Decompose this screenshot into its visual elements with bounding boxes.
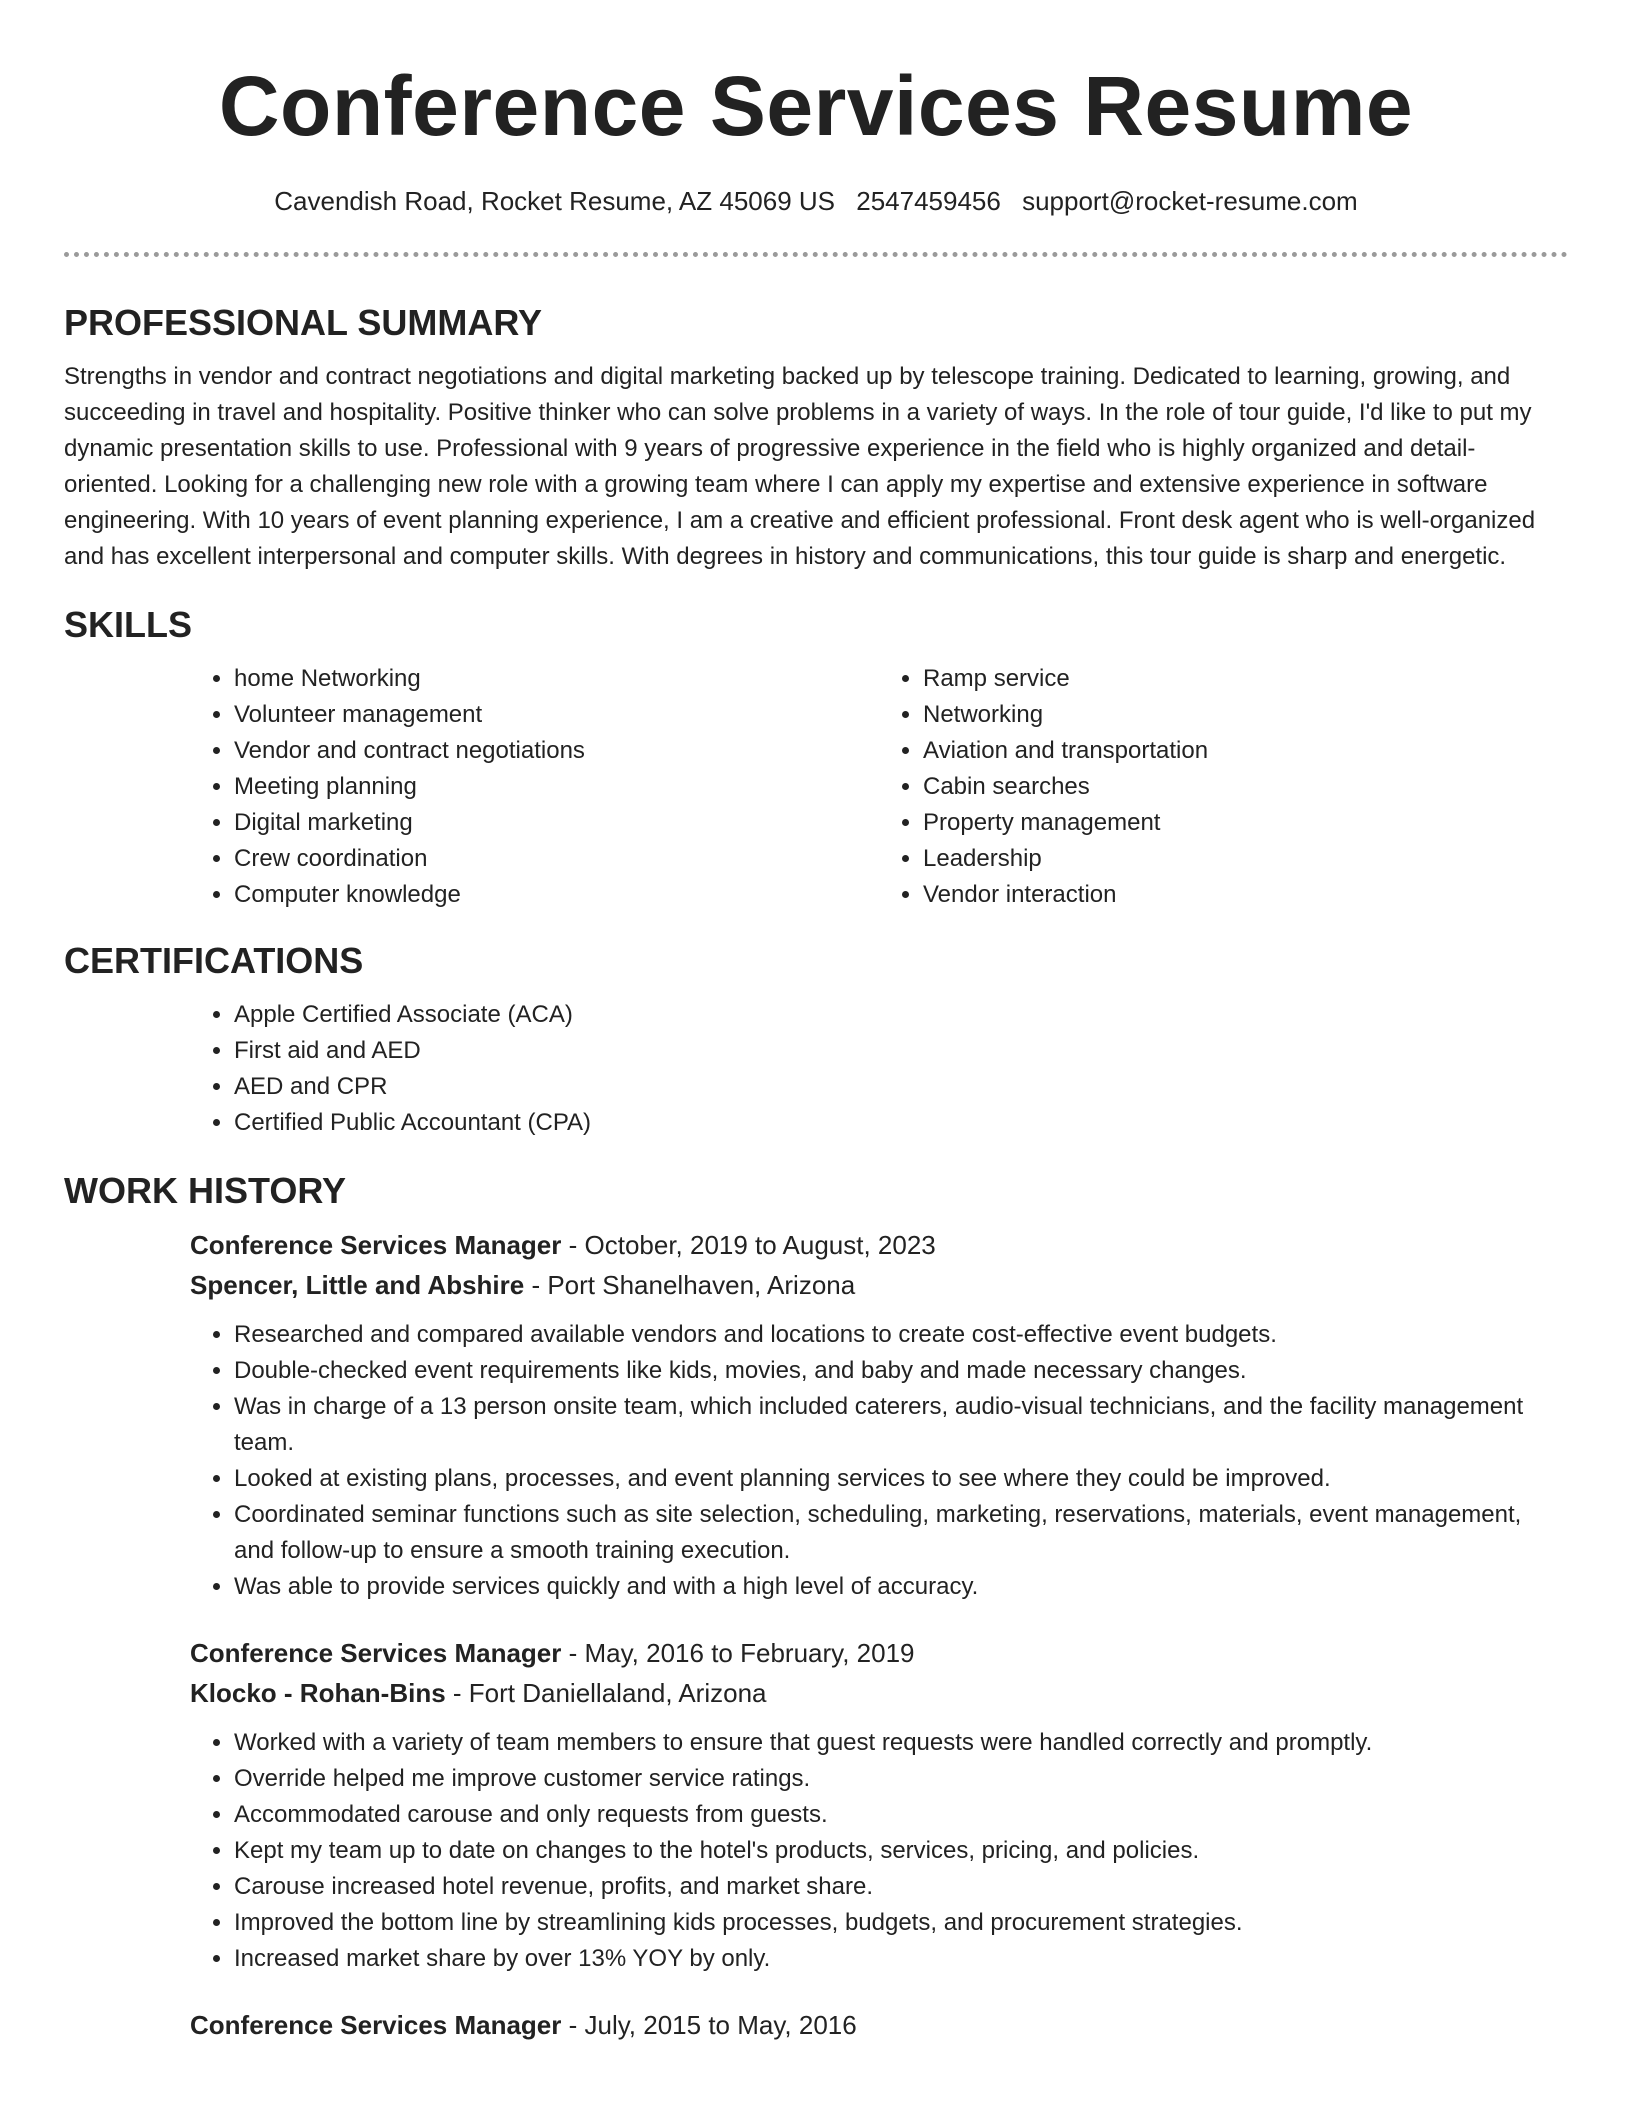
header-divider	[64, 252, 1568, 257]
contact-line	[64, 184, 1568, 218]
skill-item: • Networking	[923, 697, 1568, 733]
job-entry	[190, 1633, 1568, 1977]
job-entry	[190, 1225, 1568, 1605]
job-location: - Port Shanelhaven, Arizona	[524, 1270, 856, 1300]
certification-item: • Certified Public Accountant (CPA)	[234, 1105, 1568, 1141]
job-bullet: • Researched and compared available vendors and locations to create cost-effective event budgets.	[234, 1317, 1568, 1353]
certification-item: • First aid and AED	[234, 1033, 1568, 1069]
skill-item: • Computer knowledge	[234, 877, 879, 913]
job-bullet: • Was in charge of a 13 person onsite team, which included caterers, audio-visual technicians, and the facility management team.	[234, 1389, 1568, 1461]
job-entry	[190, 2005, 1568, 2045]
skill-item: • Meeting planning	[234, 769, 879, 805]
work-history-heading: WORK HISTORY	[64, 1170, 347, 1211]
job-bullet: • Carouse increased hotel revenue, profits, and market share.	[234, 1869, 1568, 1905]
skills-right-column	[879, 661, 1568, 913]
job-bullet: • Improved the bottom line by streamlining kids processes, budgets, and procurement strategies.	[234, 1905, 1568, 1941]
job-company: Klocko - Rohan-Bins	[190, 1678, 446, 1708]
summary-text: Strengths in vendor and contract negotiations and digital marketing backed up by telescope training. Dedicated to learning, growing, and succeeding in travel and hospitality. Positive thinker who can solve problems in a variety of ways. In the role of tour guide, I'd like to put my dynamic presentation skills to use. Professional with 9 years of progressive experience in the field who is highly organized and detail-oriented. Looking for a challenging new role with a growing team where I can apply my expertise and extensive experience in software engineering. With 10 years of event planning experience, I am a creative and efficient professional. Front desk agent who is well-organized and has excellent interpersonal and computer skills. With degrees in history and communications, this tour guide is sharp and energetic.	[64, 363, 1536, 570]
certifications-heading: CERTIFICATIONS	[64, 940, 364, 981]
contact-phone: 2547459456	[856, 186, 1001, 216]
skills-heading: SKILLS	[64, 604, 193, 645]
certifications-list	[190, 997, 1568, 1141]
job-bullet: • Was able to provide services quickly and with a high level of accuracy.	[234, 1569, 1568, 1605]
job-title: Conference Services Manager	[190, 1230, 562, 1260]
skills-left-column	[190, 661, 879, 913]
skill-item: • Ramp service	[923, 661, 1568, 697]
job-title-line	[190, 2005, 1568, 2045]
job-bullet: • Double-checked event requirements like kids, movies, and baby and made necessary changes.	[234, 1353, 1568, 1389]
skill-item: • Aviation and transportation	[923, 733, 1568, 769]
contact-address: Cavendish Road, Rocket Resume, AZ 45069 US	[274, 186, 836, 216]
job-bullet: • Looked at existing plans, processes, and event planning services to see where they could be improved.	[234, 1461, 1568, 1497]
job-bullets	[190, 1317, 1568, 1605]
skill-item: • home Networking	[234, 661, 879, 697]
job-dates: - October, 2019 to August, 2023	[561, 1230, 936, 1260]
skill-item: • Property management	[923, 805, 1568, 841]
job-bullet: • Increased market share by over 13% YOY by only.	[234, 1941, 1568, 1977]
job-dates: - May, 2016 to February, 2019	[561, 1638, 915, 1668]
skill-item: • Digital marketing	[234, 805, 879, 841]
job-title-line	[190, 1225, 1568, 1265]
contact-email: support@rocket-resume.com	[1022, 186, 1358, 216]
skill-item: • Crew coordination	[234, 841, 879, 877]
resume-page	[64, 0, 1568, 2045]
certification-item: • Apple Certified Associate (ACA)	[234, 997, 1568, 1033]
skill-item: • Leadership	[923, 841, 1568, 877]
job-bullets	[190, 1725, 1568, 1977]
job-title-line	[190, 1633, 1568, 1673]
certification-item: • AED and CPR	[234, 1069, 1568, 1105]
job-location: - Fort Daniellaland, Arizona	[445, 1678, 767, 1708]
skill-item: • Vendor and contract negotiations	[234, 733, 879, 769]
job-title: Conference Services Manager	[190, 1638, 562, 1668]
resume-title: Conference Services Resume	[218, 59, 1414, 153]
job-title: Conference Services Manager	[190, 2010, 562, 2040]
job-bullet: • Kept my team up to date on changes to the hotel's products, services, pricing, and policies.	[234, 1833, 1568, 1869]
job-company-line	[190, 1673, 1568, 1713]
job-company: Spencer, Little and Abshire	[190, 1270, 525, 1300]
job-bullet: • Override helped me improve customer service ratings.	[234, 1761, 1568, 1797]
job-dates: - July, 2015 to May, 2016	[561, 2010, 857, 2040]
skill-item: • Vendor interaction	[923, 877, 1568, 913]
job-company-line	[190, 1265, 1568, 1305]
job-bullet: • Worked with a variety of team members to ensure that guest requests were handled correctly and promptly.	[234, 1725, 1568, 1761]
summary-heading: PROFESSIONAL SUMMARY	[64, 302, 543, 343]
skill-item: • Volunteer management	[234, 697, 879, 733]
skills-list	[190, 661, 1568, 913]
job-bullet: • Accommodated carouse and only requests from guests.	[234, 1797, 1568, 1833]
skill-item: • Cabin searches	[923, 769, 1568, 805]
job-bullet: • Coordinated seminar functions such as site selection, scheduling, marketing, reservations, materials, event management, and follow-up to ensure a smooth training execution.	[234, 1497, 1568, 1569]
